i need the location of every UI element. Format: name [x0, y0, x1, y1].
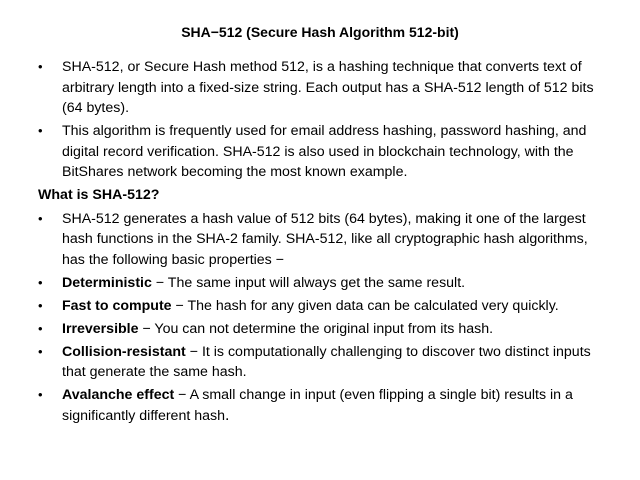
bullet-icon: •: [38, 274, 43, 290]
property-description: − A small change in input (even flipping a single bit) results in a significantly different hash: [62, 387, 573, 424]
bullet-property-deterministic: [38, 273, 606, 294]
bullet-icon: •: [38, 59, 43, 74]
bullet-icon: •: [38, 297, 43, 313]
bullet-text: This algorithm is frequently used for email address hashing, password hashing, and digital record verification. SHA-512 is also used in blockchain technology, with the BitShares network becoming the most known example.: [62, 123, 587, 180]
bullet-icon: •: [38, 387, 43, 402]
bullet-text: SHA-512, or Secure Hash method 512, is a hashing technique that converts text of arbitrary length into a fixed-size string. Each output has a SHA-512 length of 512 bits (64 bytes).: [62, 59, 594, 116]
bullet-property-collision: [38, 342, 606, 383]
bullet-intro-2: [38, 121, 606, 183]
property-description: − It is computationally challenging to discover two distinct inputs that generate the same hash.: [62, 343, 591, 380]
bullet-property-avalanche: [38, 385, 606, 426]
section-heading: What is SHA-512?: [38, 187, 160, 203]
bullet-icon: •: [38, 343, 43, 359]
property-term: Collision-resistant: [62, 343, 186, 360]
slide-content: [38, 57, 606, 429]
bullet-intro-1: [38, 57, 606, 119]
bullet-icon: •: [38, 320, 43, 336]
property-term: Deterministic: [62, 274, 152, 291]
property-description: − The same input will always get the same result.: [151, 274, 466, 291]
final-period: .: [225, 406, 230, 424]
bullet-property-irreversible: [38, 319, 606, 340]
slide-title: SHA−512 (Secure Hash Algorithm 512-bit): [181, 24, 459, 40]
property-term: Fast to compute: [62, 297, 172, 314]
property-description: − The hash for any given data can be calculated very quickly.: [171, 297, 559, 314]
property-term: Avalanche effect: [62, 387, 175, 403]
bullet-property-fast: [38, 296, 606, 317]
bullet-text: SHA-512 generates a hash value of 512 bits (64 bytes), making it one of the largest hash functions in the SHA-2 family. SHA-512, like all cryptographic hash algorithms, has the following basic properties −: [62, 210, 588, 268]
bullet-section-intro: [38, 209, 606, 271]
property-term: Irreversible: [62, 320, 139, 337]
bullet-icon: •: [38, 123, 43, 138]
property-description: − You can not determine the original input from its hash.: [138, 320, 494, 337]
bullet-icon: •: [38, 210, 43, 226]
